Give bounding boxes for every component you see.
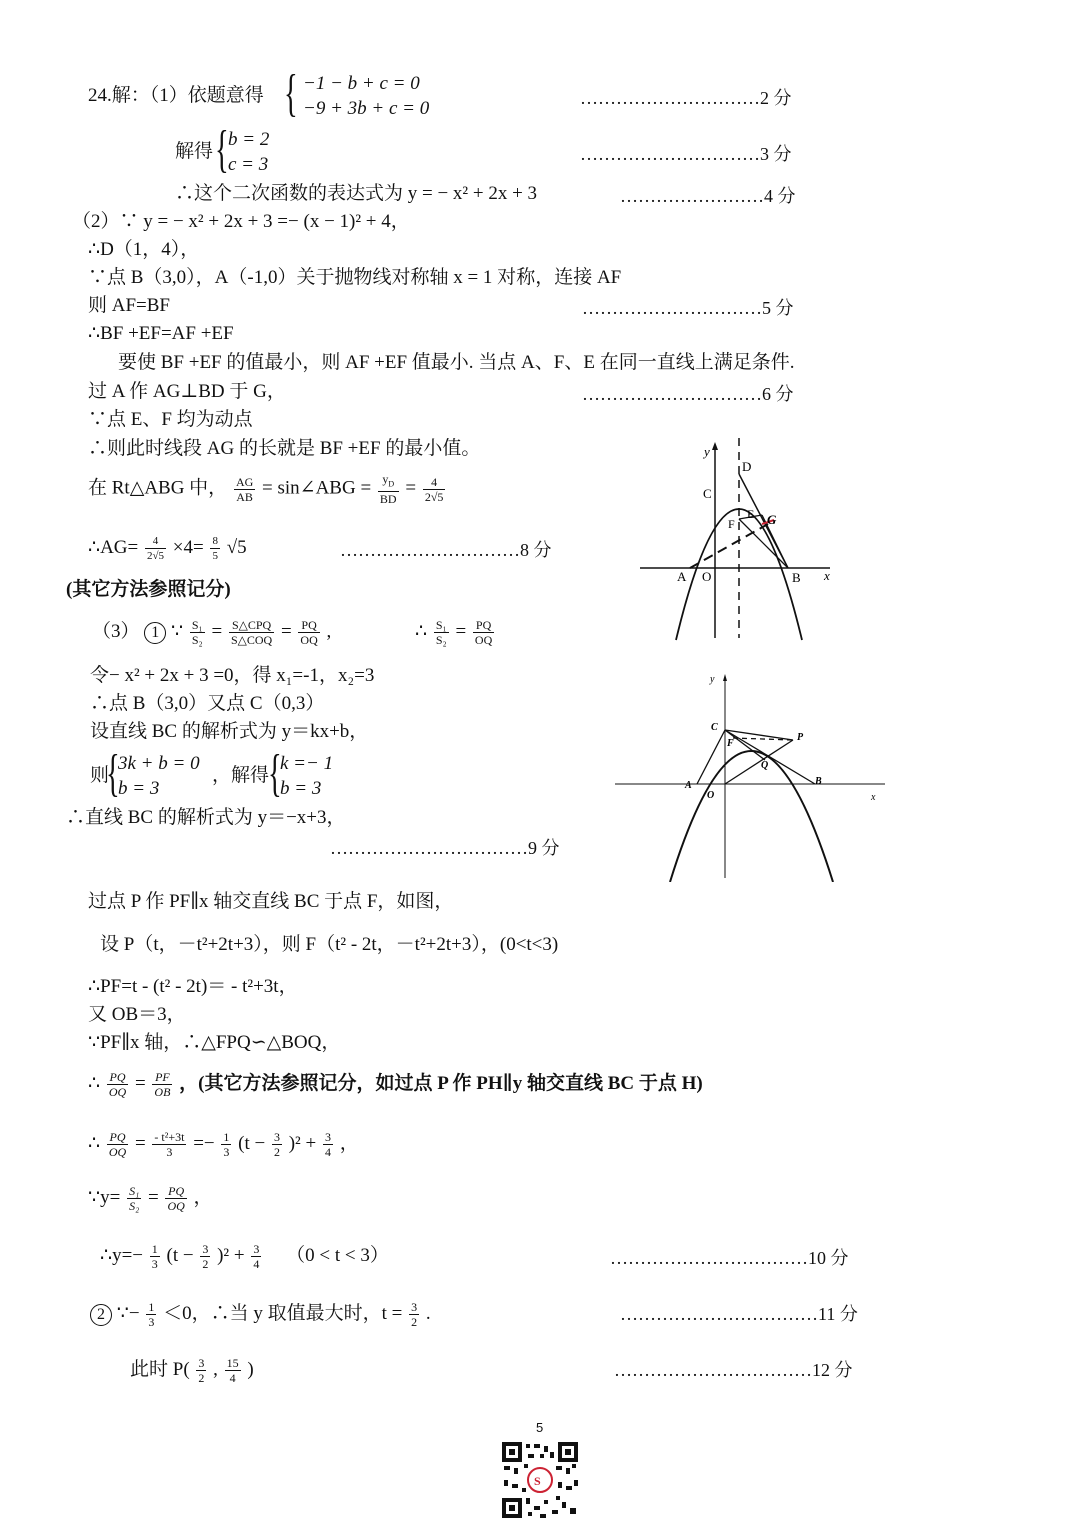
score-5: …………………………5 分 — [582, 298, 794, 318]
rt-triangle-line: 在 Rt△ABG 中， $\frac{AG}{AB}$ = sin∠ABG = $\frac{y_D}{BD}$ = $\frac{4}{2√5}$ — [88, 472, 444, 507]
fig2-label-y: y — [710, 674, 715, 685]
fraction-cpq-coq: $\frac{\text{S△CPQ}}{\text{S△COQ}}$ — [230, 618, 273, 647]
ratio-line: ∴ $\frac{PQ}{OQ}$ = $\frac{PF}{OB}$ ，(其它方法参照记分，如过点 P 作 PH∥y 轴交直线 BC 于点 H) — [88, 1070, 703, 1099]
fig1-y-arrow — [712, 442, 718, 450]
part2-line5: ∴BF +EF=AF +EF — [88, 323, 234, 344]
page-number: 5 — [536, 1420, 544, 1435]
score-10: ……………………………10 分 — [610, 1248, 849, 1268]
part2-line6: 要使 BF +EF 的值最小，则 AF +EF 值最小. 当点 A、F、E 在同一直线上满足条件. — [118, 352, 795, 373]
fraction-pq-oq-c: $\frac{PQ}{OQ}$ — [108, 1070, 127, 1099]
part3-line6: 设 P（t，－t²+2t+3），则 F（t² - 2t，－t²+2t+3），(0<t<3) — [100, 934, 559, 955]
part3-line1-right: ∴ $\frac{\text{S₁}}{\text{S₂}}$ = $\frac{PQ}{OQ}$ — [415, 618, 493, 647]
fraction-yd-bd: $\frac{y_D}{BD}$ — [379, 472, 397, 507]
fig1-label-g: G — [767, 512, 777, 527]
svg-text:S: S — [534, 1474, 541, 1488]
y-result-line: ∴y=− $\frac{1}{3}$ (t − $\frac{3}{2}$ )² + $\frac{3}{4}$ （0 < t < 3） — [100, 1242, 389, 1271]
score-4: ……………………4 分 — [620, 186, 796, 206]
fraction-4-2root5: $\frac{4}{2√5}$ — [424, 474, 444, 504]
fig1-label-y: y — [704, 444, 710, 459]
fraction-s1-s2: $\frac{\text{S₁}}{\text{S₂}}$ — [191, 618, 203, 647]
fraction-s1-s2-c: $\frac{\text{S₁}}{\text{S₂}}$ — [129, 1184, 140, 1213]
fig2-parabola-curve — [670, 751, 833, 882]
ratio-note: ，(其它方法参照记分，如过点 P 作 PH∥y 轴交直线 BC 于点 H) — [179, 1072, 703, 1094]
solution-b: b = 2 — [228, 129, 270, 150]
system-mid: ，解得 — [212, 765, 270, 786]
part3-line7: ∴PF=t - (t² - 2t)＝ - t²+3t， — [88, 976, 298, 997]
bc-line-expression: ∴直线 BC 的解析式为 y＝−x+3， — [66, 807, 346, 828]
fig2-line-ac — [697, 730, 725, 784]
y-def-line: ∵y= $\frac{\text{S₁}}{\text{S₂}}$ = $\frac{PQ}{OQ}$ ， — [88, 1184, 213, 1213]
fig2-label-x: x — [871, 792, 876, 803]
problem-header: 24.解：（1）依题意得 — [88, 85, 264, 106]
part3-line4: 设直线 BC 的解析式为 y＝kx+b， — [90, 721, 369, 742]
fig2-label-f: F — [727, 738, 734, 749]
fraction-ag-1: $\frac{4}{2√5}$ — [147, 535, 165, 562]
fig2-label-c: C — [711, 722, 718, 733]
fig1-label-o: O — [702, 569, 712, 584]
fraction-px: $\frac{3}{2}$ — [198, 1356, 205, 1385]
system-prefix: 则 — [90, 765, 110, 786]
part2-line7: 过 A 作 AG⊥BD 于 G， — [88, 381, 286, 402]
part2-line9: ∴则此时线段 AG 的长就是 BF +EF 的最小值。 — [88, 438, 481, 459]
qr-code — [500, 1440, 580, 1520]
system-eq4: b = 3 — [280, 778, 322, 799]
other-method-note: (其它方法参照记分) — [66, 579, 231, 600]
fraction-pq-oq-e: $\frac{PQ}{OQ}$ — [167, 1184, 185, 1213]
fig1-label-e: E — [747, 507, 755, 521]
circled-two: 2 — [90, 1304, 112, 1326]
part3-line3: ∴点 B（3,0）又点 C（0,3） — [90, 693, 325, 714]
fraction-t-expr: $\frac{\text{- t²+3t}}{3}$ — [154, 1130, 185, 1159]
expansion-line: ∴ $\frac{PQ}{OQ}$ = $\frac{\text{- t²+3t}}{3}$ =− $\frac{1}{3}$ (t − $\frac{3}{2}$ )² + $\frac{3}{4}$ ， — [88, 1130, 359, 1159]
max-line: 2 ∵− $\frac{1}{3}$ ＜0，∴当 y 取值最大时，t = $\frac{3}{2}$ . — [90, 1300, 431, 1329]
function-expression: ∴这个二次函数的表达式为 y = − x² + 2x + 3 — [175, 183, 538, 204]
fraction-three-quarter: $\frac{3}{4}$ — [324, 1130, 331, 1159]
fraction-pf-ob: $\frac{PF}{OB}$ — [154, 1070, 171, 1099]
part2-line8: ∵点 E、F 均为动点 — [88, 409, 253, 430]
fraction-one-third: $\frac{1}{3}$ — [223, 1130, 230, 1159]
fraction-y-2: $\frac{3}{2}$ — [202, 1242, 209, 1271]
fraction-pq-oq: $\frac{PQ}{OQ}$ — [300, 618, 318, 647]
part3-line8: 又 OB＝3， — [88, 1004, 186, 1025]
fraction-py: $\frac{15}{4}$ — [226, 1356, 239, 1385]
system-eq1: 3k + b = 0 — [118, 753, 200, 774]
brace-2: { — [215, 121, 229, 178]
system-eq3: k =− 1 — [280, 753, 334, 774]
fraction-ag-2: $\frac{8}{5}$ — [212, 535, 218, 562]
fraction-ag-ab: $\frac{AG}{AB}$ — [235, 474, 254, 504]
fig1-label-d: D — [742, 459, 752, 474]
fraction-three-half: $\frac{3}{2}$ — [273, 1130, 280, 1159]
score-6: …………………………6 分 — [582, 384, 794, 404]
fraction-max-2: $\frac{3}{2}$ — [411, 1300, 418, 1329]
part2-line1: （2）∵ y = − x² + 2x + 3 =− (x − 1)² + 4， — [72, 211, 410, 232]
score-12: ……………………………12 分 — [614, 1360, 853, 1380]
score-3: …………………………3 分 — [580, 144, 792, 164]
solution-c: c = 3 — [228, 154, 269, 175]
fraction-y-1: $\frac{1}{3}$ — [151, 1242, 158, 1271]
brace-4: { — [268, 745, 282, 802]
fraction-max-1: $\frac{1}{3}$ — [148, 1300, 155, 1329]
fig1-label-f: F — [728, 517, 735, 531]
ag-suffix: √5 — [226, 536, 247, 558]
part3-line9: ∵PF∥x 轴，∴△FPQ∽△BOQ， — [88, 1032, 341, 1053]
fig1-label-c: C — [703, 486, 712, 501]
fig2-label-p: P — [797, 732, 804, 743]
score-8: …………………………8 分 — [340, 540, 552, 560]
part2-line3: ∵点 B（3,0），A（-1,0）关于抛物线对称轴 x = 1 对称，连接 AF — [88, 267, 622, 288]
system-eq2: b = 3 — [118, 778, 160, 799]
score-11: ……………………………11 分 — [620, 1304, 858, 1324]
circled-one: 1 — [144, 622, 166, 644]
part3-line2: 令− x² + 2x + 3 =0，得 x₁=-1，x₂=3 — [90, 665, 375, 686]
rt-mid: = sin∠ABG = — [262, 477, 372, 499]
fraction-pq-oq-b: $\frac{PQ}{OQ}$ — [474, 618, 493, 647]
equation-1b: −9 + 3b + c = 0 — [303, 98, 430, 119]
fig1-label-b: B — [792, 570, 801, 585]
fig1-label-x: x — [824, 568, 830, 583]
ag-prefix: ∴AG= — [88, 536, 139, 558]
brace-3: { — [106, 745, 120, 802]
figure-2-parabola — [615, 672, 890, 882]
part3-line1: （3） 1 ∵ $\frac{\text{S₁}}{\text{S₂}}$ = $\frac{\text{S△CPQ}}{\text{S△COQ}}$ = $\frac{PQ}{OQ}$ , — [92, 618, 332, 647]
fraction-pq-oq-d: $\frac{PQ}{OQ}$ — [108, 1130, 127, 1159]
score-2: …………………………2 分 — [580, 88, 792, 108]
equation-1a: −1 − b + c = 0 — [303, 73, 420, 94]
part2-line4: 则 AF=BF — [88, 295, 170, 316]
fig2-label-o: O — [707, 790, 715, 801]
fig2-label-q: Q — [761, 760, 769, 771]
score-9: ……………………………9 分 — [330, 838, 560, 858]
fraction-y-3: $\frac{3}{4}$ — [253, 1242, 260, 1271]
solve-label: 解得 — [175, 141, 214, 162]
fig2-line-po — [725, 740, 793, 784]
ag-result-line — [88, 534, 247, 563]
ag-mid: ×4= — [172, 536, 204, 558]
fig1-label-a: A — [677, 569, 687, 584]
brace-1: { — [284, 65, 298, 122]
part3-line5: 过点 P 作 PF∥x 轴交直线 BC 于点 F，如图， — [88, 891, 454, 912]
part2-line2: ∴D（1，4）， — [88, 239, 200, 260]
p-coord-line: 此时 P( $\frac{3}{2}$ , $\frac{15}{4}$ ) — [130, 1356, 254, 1385]
fraction-s1-s2-b: $\frac{\text{S₁}}{\text{S₂}}$ — [435, 618, 447, 647]
rt-prefix: 在 Rt△ABG 中， — [88, 477, 228, 499]
fig2-label-b: B — [815, 776, 822, 787]
fig2-y-arrow — [723, 674, 727, 681]
fig2-label-a: A — [685, 780, 692, 791]
figure-1-parabola — [640, 438, 840, 643]
